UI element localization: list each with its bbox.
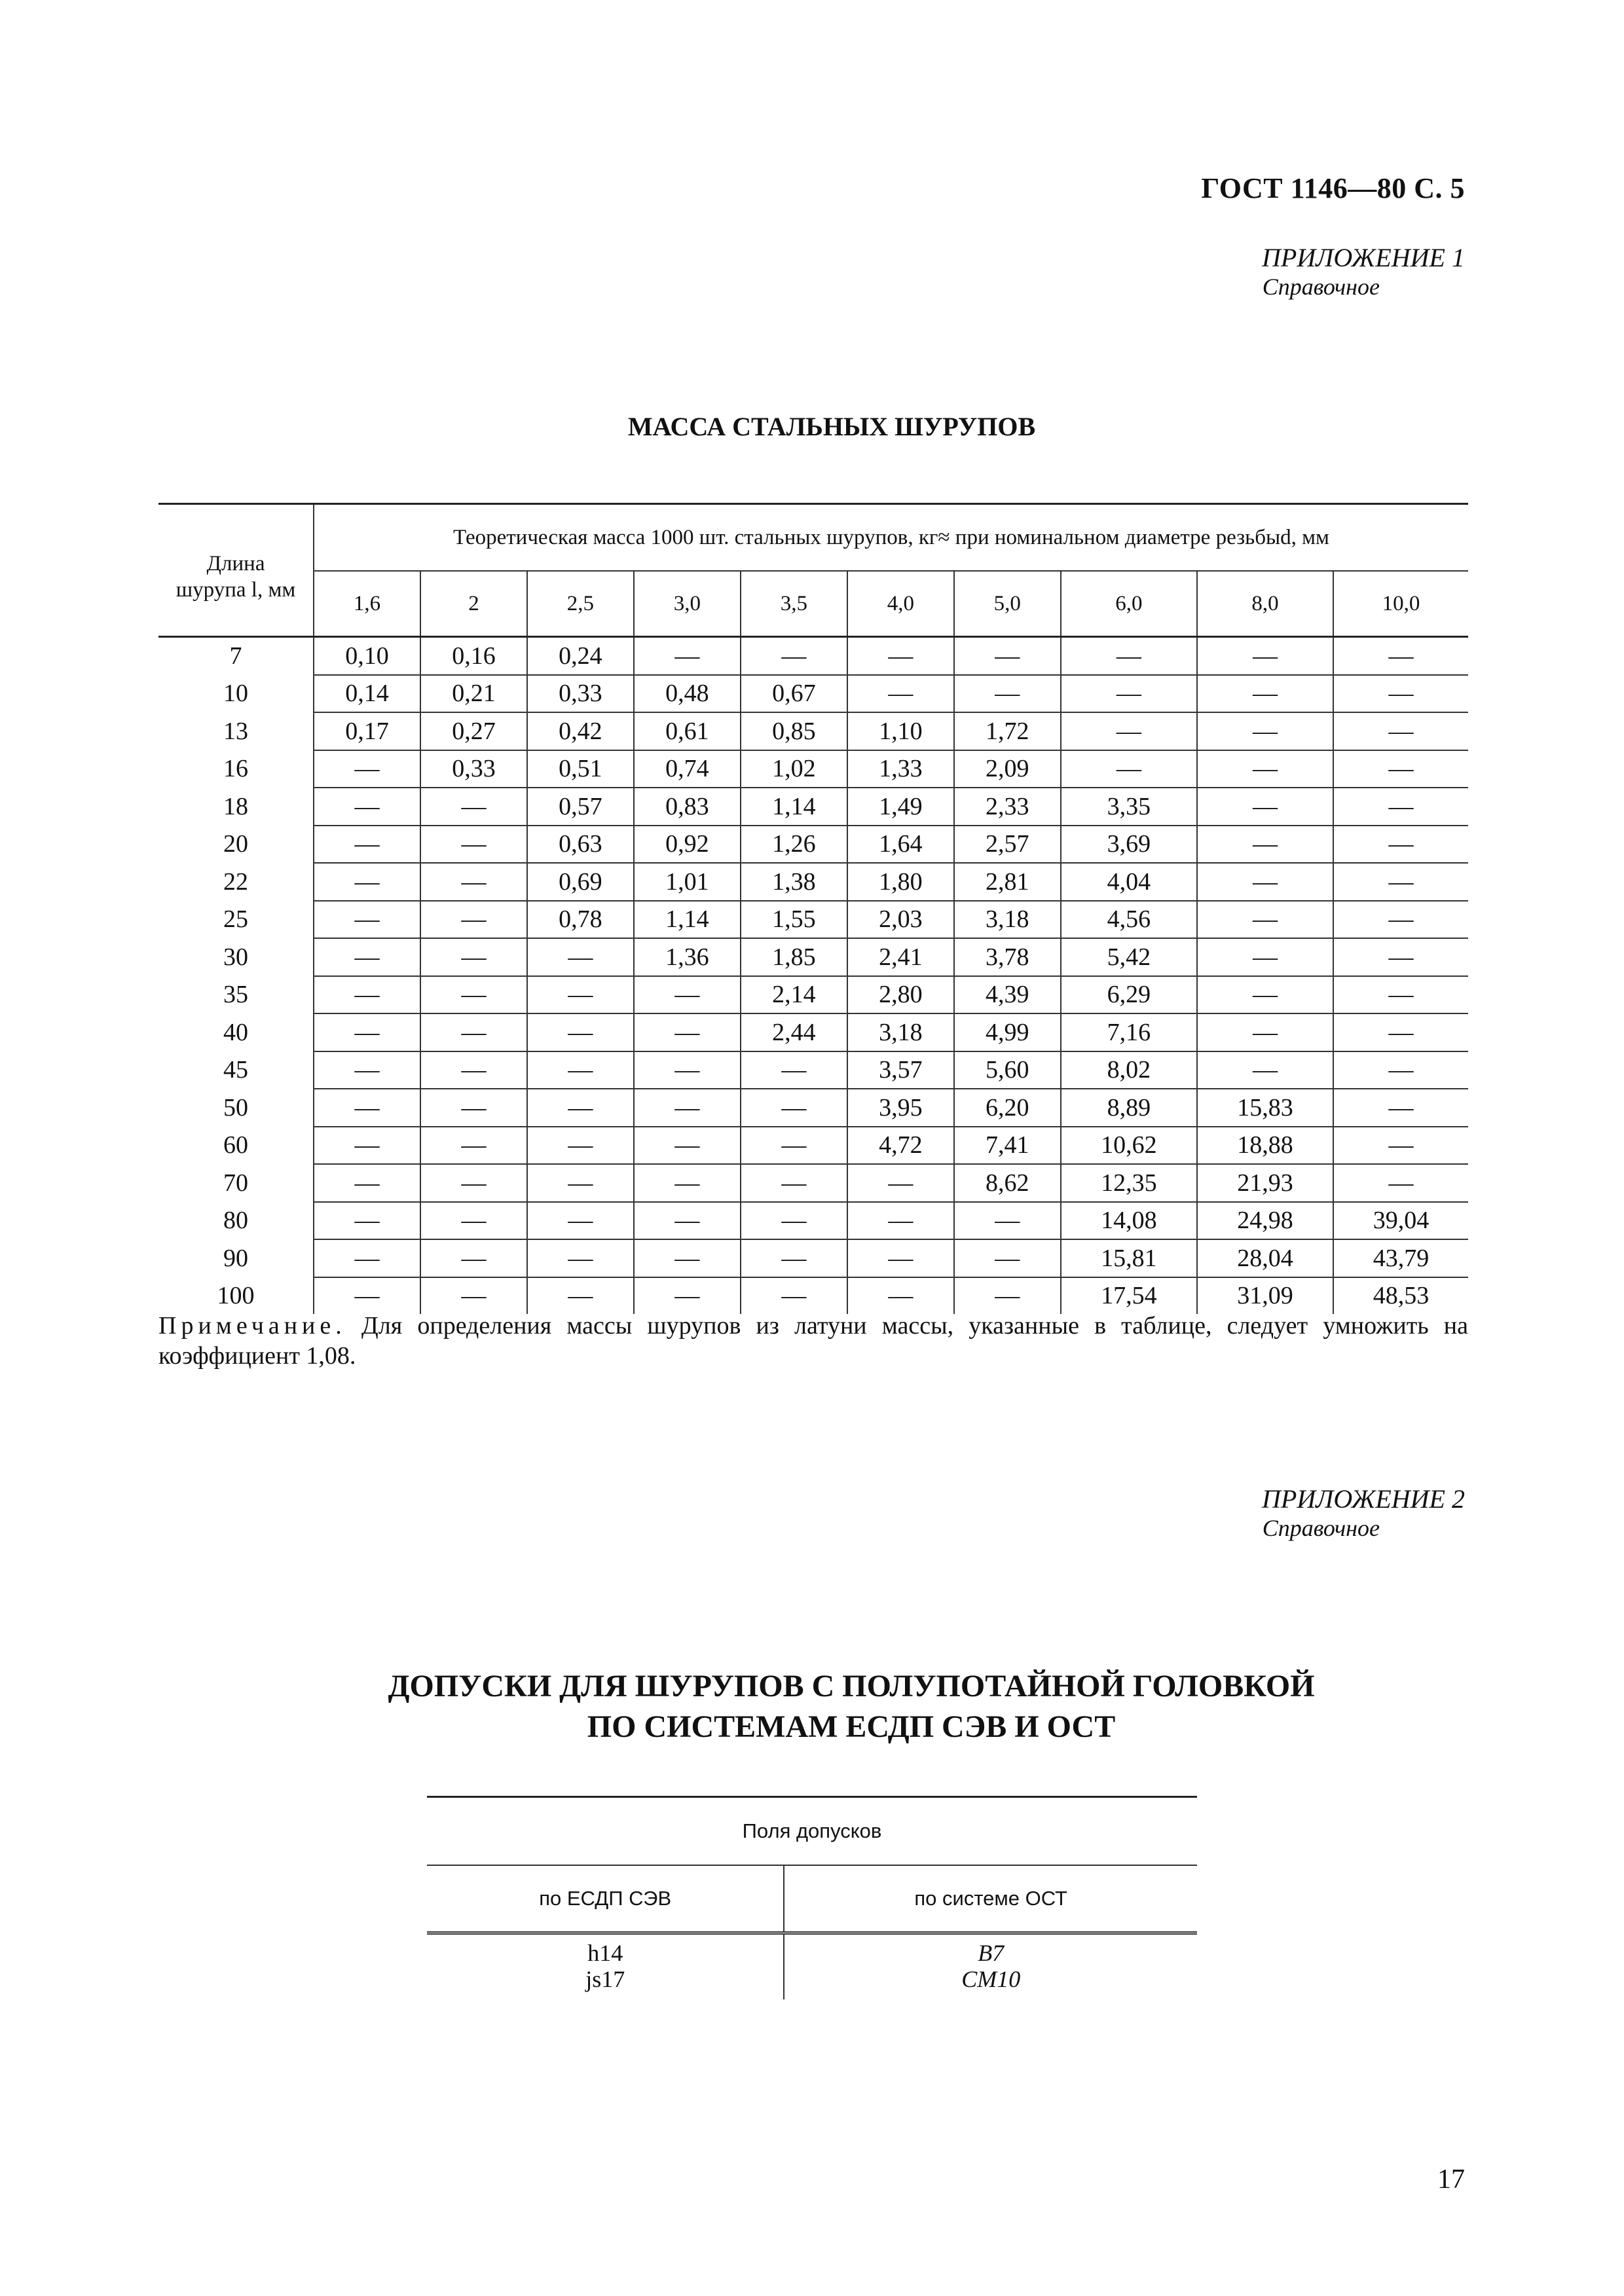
length-cell: 40 bbox=[158, 1013, 314, 1051]
length-cell: 7 bbox=[158, 637, 314, 675]
tolerance-title-line1: ДОПУСКИ ДЛЯ ШУРУПОВ С ПОЛУПОТАЙНОЙ ГОЛОВКОЙ bbox=[388, 1669, 1315, 1704]
appendix-2-title: ПРИЛОЖЕНИЕ 2 bbox=[1262, 1484, 1465, 1514]
mass-cell: 0,92 bbox=[634, 826, 741, 864]
mass-cell: — bbox=[1197, 938, 1333, 976]
mass-cell: 6,29 bbox=[1061, 976, 1197, 1014]
document-header: ГОСТ 1146—80 С. 5 bbox=[1201, 172, 1465, 204]
mass-cell: — bbox=[741, 1202, 847, 1240]
length-cell: 30 bbox=[158, 938, 314, 976]
mass-cell: 1,14 bbox=[741, 788, 847, 826]
mass-cell: — bbox=[1333, 712, 1468, 750]
length-cell: 16 bbox=[158, 750, 314, 788]
mass-cell: — bbox=[741, 637, 847, 675]
mass-cell: — bbox=[314, 1202, 420, 1240]
mass-cell: 0,24 bbox=[527, 637, 634, 675]
tolerance-value: h14 bbox=[587, 1940, 623, 1966]
mass-cell: 3,57 bbox=[847, 1051, 954, 1089]
mass-cell: 1,64 bbox=[847, 826, 954, 864]
mass-cell: 3,18 bbox=[954, 901, 1061, 939]
mass-cell: — bbox=[634, 976, 741, 1014]
mass-cell: — bbox=[314, 826, 420, 864]
table-row bbox=[158, 637, 1468, 675]
mass-cell: 5,60 bbox=[954, 1051, 1061, 1089]
mass-cell: — bbox=[954, 1239, 1061, 1277]
mass-cell: — bbox=[314, 788, 420, 826]
mass-cell: — bbox=[527, 1239, 634, 1277]
length-cell: 10 bbox=[158, 675, 314, 713]
mass-cell: 3,69 bbox=[1061, 826, 1197, 864]
mass-cell: 2,80 bbox=[847, 976, 954, 1014]
mass-cell: 28,04 bbox=[1197, 1239, 1333, 1277]
mass-cell: — bbox=[847, 675, 954, 713]
tolerance-value: js17 bbox=[585, 1966, 625, 1992]
col-ost-header: по системе ОСТ bbox=[784, 1865, 1197, 1933]
length-cell: 20 bbox=[158, 826, 314, 864]
mass-cell: 2,57 bbox=[954, 826, 1061, 864]
length-cell: 80 bbox=[158, 1202, 314, 1240]
appendix-1-type: Справочное bbox=[1262, 274, 1380, 300]
mass-cell: 2,44 bbox=[741, 1013, 847, 1051]
mass-cell: 0,17 bbox=[314, 712, 420, 750]
mass-cell: 0,42 bbox=[527, 712, 634, 750]
mass-cell: — bbox=[420, 901, 527, 939]
mass-cell: 8,89 bbox=[1061, 1089, 1197, 1127]
col-esdp-header: по ЕСДП СЭВ bbox=[427, 1865, 784, 1933]
mass-cell: — bbox=[314, 976, 420, 1014]
mass-cell: 0,57 bbox=[527, 788, 634, 826]
table-row bbox=[158, 788, 1468, 826]
mass-cell: 1,38 bbox=[741, 863, 847, 901]
length-cell: 18 bbox=[158, 788, 314, 826]
mass-cell: 7,16 bbox=[1061, 1013, 1197, 1051]
diameter-header-cell: 1,6 bbox=[314, 571, 420, 637]
mass-cell: — bbox=[314, 1089, 420, 1127]
mass-cell: — bbox=[1333, 675, 1468, 713]
mass-cell: 0,51 bbox=[527, 750, 634, 788]
length-cell: 100 bbox=[158, 1277, 314, 1315]
mass-cell: 0,14 bbox=[314, 675, 420, 713]
mass-cell: — bbox=[1197, 1051, 1333, 1089]
appendix-1-title: ПРИЛОЖЕНИЕ 1 bbox=[1262, 243, 1465, 272]
table-row bbox=[158, 863, 1468, 901]
tolerance-value: B7 bbox=[978, 1940, 1005, 1966]
page-number: 17 bbox=[1437, 2164, 1465, 2195]
mass-cell: 1,36 bbox=[634, 938, 741, 976]
mass-cell: 1,33 bbox=[847, 750, 954, 788]
mass-cell: 2,03 bbox=[847, 901, 954, 939]
tolerance-value: CM10 bbox=[961, 1966, 1021, 1992]
mass-cell: — bbox=[847, 637, 954, 675]
mass-cell: — bbox=[1197, 637, 1333, 675]
length-cell: 22 bbox=[158, 863, 314, 901]
table-row bbox=[158, 750, 1468, 788]
mass-cell: 0,78 bbox=[527, 901, 634, 939]
mass-cell: — bbox=[1197, 863, 1333, 901]
mass-cell: — bbox=[1061, 712, 1197, 750]
length-cell: 60 bbox=[158, 1127, 314, 1165]
mass-cell: — bbox=[420, 1239, 527, 1277]
table-row bbox=[158, 1051, 1468, 1089]
diameter-header-cell: 2 bbox=[420, 571, 527, 637]
mass-cell: — bbox=[1197, 1013, 1333, 1051]
mass-cell: — bbox=[1197, 712, 1333, 750]
mass-cell: 2,14 bbox=[741, 976, 847, 1014]
length-header-line2: шурупа l, мм bbox=[175, 578, 296, 602]
diameter-header-cell: 10,0 bbox=[1333, 571, 1468, 637]
mass-cell: 15,81 bbox=[1061, 1239, 1197, 1277]
mass-cell: 0,69 bbox=[527, 863, 634, 901]
mass-cell: — bbox=[847, 1239, 954, 1277]
mass-cell: 3,35 bbox=[1061, 788, 1197, 826]
mass-cell: — bbox=[314, 1127, 420, 1165]
mass-cell: 10,62 bbox=[1061, 1127, 1197, 1165]
mass-cell: 0,33 bbox=[527, 675, 634, 713]
mass-cell: 1,80 bbox=[847, 863, 954, 901]
length-column-header bbox=[158, 504, 314, 637]
tolerance-title bbox=[0, 1666, 1624, 1747]
mass-cell: 4,04 bbox=[1061, 863, 1197, 901]
mass-cell: — bbox=[420, 976, 527, 1014]
mass-cell: — bbox=[420, 1164, 527, 1202]
mass-cell: 18,88 bbox=[1197, 1127, 1333, 1165]
mass-cell: — bbox=[527, 1202, 634, 1240]
mass-cell: 0,85 bbox=[741, 712, 847, 750]
mass-cell: 24,98 bbox=[1197, 1202, 1333, 1240]
mass-cell: — bbox=[527, 938, 634, 976]
mass-cell: — bbox=[1197, 750, 1333, 788]
mass-cell: — bbox=[314, 1277, 420, 1315]
mass-cell: — bbox=[420, 1127, 527, 1165]
mass-cell: — bbox=[741, 1277, 847, 1315]
mass-cell: — bbox=[314, 750, 420, 788]
mass-cell: — bbox=[1197, 901, 1333, 939]
table-row bbox=[158, 1202, 1468, 1240]
diameter-header-cell: 3,5 bbox=[741, 571, 847, 637]
mass-cell: — bbox=[1197, 826, 1333, 864]
mass-cell: — bbox=[954, 637, 1061, 675]
mass-table-title: МАССА СТАЛЬНЫХ ШУРУПОВ bbox=[627, 412, 1036, 441]
length-cell: 70 bbox=[158, 1164, 314, 1202]
mass-cell: 8,62 bbox=[954, 1164, 1061, 1202]
mass-cell: 0,63 bbox=[527, 826, 634, 864]
mass-cell: 7,41 bbox=[954, 1127, 1061, 1165]
mass-cell: — bbox=[420, 1051, 527, 1089]
mass-cell: 0,16 bbox=[420, 637, 527, 675]
table-row bbox=[158, 976, 1468, 1014]
note-text: Для определения массы шурупов из латуни массы, указанные в таблице, следует умножить на коэффициент 1,08. bbox=[158, 1312, 1468, 1370]
mass-cell: 3,18 bbox=[847, 1013, 954, 1051]
appendix-2-type: Справочное bbox=[1262, 1515, 1380, 1541]
mass-span-header: Теоретическая масса 1000 шт. стальных шурупов, кг≈ при номинальном диаметре резьбыd, мм bbox=[314, 504, 1468, 572]
table-row bbox=[158, 1089, 1468, 1127]
mass-cell: — bbox=[634, 1164, 741, 1202]
mass-cell: — bbox=[634, 1277, 741, 1315]
mass-cell: 43,79 bbox=[1333, 1239, 1468, 1277]
mass-cell: 0,74 bbox=[634, 750, 741, 788]
mass-cell: — bbox=[1333, 1089, 1468, 1127]
mass-cell: — bbox=[634, 637, 741, 675]
mass-cell: 1,14 bbox=[634, 901, 741, 939]
mass-cell: — bbox=[1197, 976, 1333, 1014]
diameter-header-cell: 6,0 bbox=[1061, 571, 1197, 637]
mass-cell: 0,27 bbox=[420, 712, 527, 750]
mass-cell: — bbox=[1333, 976, 1468, 1014]
appendix-2-label bbox=[1262, 1485, 1465, 1542]
mass-cell: — bbox=[527, 1013, 634, 1051]
mass-cell: — bbox=[527, 976, 634, 1014]
mass-cell: 0,67 bbox=[741, 675, 847, 713]
mass-cell: — bbox=[314, 1051, 420, 1089]
mass-table-body bbox=[158, 637, 1468, 1315]
mass-cell: — bbox=[314, 938, 420, 976]
mass-cell: 1,55 bbox=[741, 901, 847, 939]
mass-cell: 0,83 bbox=[634, 788, 741, 826]
mass-cell: — bbox=[1333, 637, 1468, 675]
mass-cell: — bbox=[1333, 1013, 1468, 1051]
length-cell: 45 bbox=[158, 1051, 314, 1089]
mass-cell: — bbox=[741, 1127, 847, 1165]
tolerance-header: Поля допусков bbox=[427, 1797, 1197, 1866]
mass-cell: — bbox=[420, 938, 527, 976]
mass-cell: 12,35 bbox=[1061, 1164, 1197, 1202]
mass-cell: 21,93 bbox=[1197, 1164, 1333, 1202]
mass-cell: 2,33 bbox=[954, 788, 1061, 826]
mass-cell: — bbox=[847, 1202, 954, 1240]
mass-cell: — bbox=[314, 1239, 420, 1277]
mass-cell: 1,72 bbox=[954, 712, 1061, 750]
diameter-header-cell: 5,0 bbox=[954, 571, 1061, 637]
mass-cell: 3,95 bbox=[847, 1089, 954, 1127]
mass-cell: — bbox=[847, 1277, 954, 1315]
tolerance-table bbox=[427, 1796, 1197, 1999]
mass-cell: — bbox=[741, 1239, 847, 1277]
mass-cell: — bbox=[1333, 1051, 1468, 1089]
mass-cell: — bbox=[420, 1089, 527, 1127]
table-row bbox=[158, 938, 1468, 976]
mass-cell: — bbox=[634, 1089, 741, 1127]
mass-cell: 1,49 bbox=[847, 788, 954, 826]
mass-cell: — bbox=[954, 675, 1061, 713]
diameter-header-cell: 3,0 bbox=[634, 571, 741, 637]
mass-cell: — bbox=[527, 1127, 634, 1165]
mass-cell: — bbox=[1333, 1164, 1468, 1202]
diameter-header-row bbox=[158, 571, 1468, 637]
mass-cell: 31,09 bbox=[1197, 1277, 1333, 1315]
mass-cell: — bbox=[420, 1013, 527, 1051]
mass-cell: — bbox=[847, 1164, 954, 1202]
mass-cell: 4,99 bbox=[954, 1013, 1061, 1051]
length-header-line1: Длина bbox=[206, 552, 265, 575]
table-row bbox=[158, 1127, 1468, 1165]
ost-values bbox=[784, 1933, 1197, 2000]
mass-cell: — bbox=[1333, 863, 1468, 901]
mass-cell: — bbox=[634, 1051, 741, 1089]
mass-cell: 8,02 bbox=[1061, 1051, 1197, 1089]
table-row bbox=[158, 712, 1468, 750]
table-row bbox=[158, 901, 1468, 939]
mass-cell: 14,08 bbox=[1061, 1202, 1197, 1240]
mass-cell: 0,48 bbox=[634, 675, 741, 713]
diameter-header-cell: 2,5 bbox=[527, 571, 634, 637]
mass-cell: — bbox=[1333, 901, 1468, 939]
mass-cell: — bbox=[420, 1202, 527, 1240]
mass-cell: — bbox=[420, 826, 527, 864]
mass-cell: — bbox=[954, 1277, 1061, 1315]
table-row bbox=[158, 1239, 1468, 1277]
mass-cell: — bbox=[741, 1051, 847, 1089]
diameter-header-cell: 4,0 bbox=[847, 571, 954, 637]
mass-cell: — bbox=[1061, 750, 1197, 788]
mass-cell: — bbox=[527, 1277, 634, 1315]
mass-cell: 4,72 bbox=[847, 1127, 954, 1165]
mass-cell: 5,42 bbox=[1061, 938, 1197, 976]
mass-cell: — bbox=[1333, 826, 1468, 864]
table-row bbox=[158, 1013, 1468, 1051]
mass-cell: 4,39 bbox=[954, 976, 1061, 1014]
mass-cell: 0,21 bbox=[420, 675, 527, 713]
mass-cell: 1,85 bbox=[741, 938, 847, 976]
esdp-values bbox=[427, 1933, 784, 2000]
mass-cell: 4,56 bbox=[1061, 901, 1197, 939]
mass-cell: — bbox=[314, 1013, 420, 1051]
mass-cell: — bbox=[634, 1202, 741, 1240]
table-row bbox=[158, 675, 1468, 713]
mass-cell: 1,26 bbox=[741, 826, 847, 864]
mass-cell: — bbox=[314, 901, 420, 939]
mass-cell: — bbox=[1197, 788, 1333, 826]
mass-cell: — bbox=[314, 1164, 420, 1202]
mass-cell: 1,10 bbox=[847, 712, 954, 750]
mass-note bbox=[158, 1311, 1468, 1371]
mass-cell: — bbox=[527, 1164, 634, 1202]
mass-cell: — bbox=[527, 1051, 634, 1089]
mass-cell: 3,78 bbox=[954, 938, 1061, 976]
mass-cell: — bbox=[1061, 675, 1197, 713]
table-row bbox=[158, 1164, 1468, 1202]
mass-cell: — bbox=[1197, 675, 1333, 713]
mass-cell: — bbox=[420, 788, 527, 826]
mass-cell: 15,83 bbox=[1197, 1089, 1333, 1127]
length-cell: 50 bbox=[158, 1089, 314, 1127]
mass-table bbox=[158, 503, 1468, 1314]
note-label: Примечание. bbox=[158, 1312, 346, 1339]
mass-cell: — bbox=[1333, 788, 1468, 826]
mass-cell: — bbox=[420, 1277, 527, 1315]
mass-cell: 6,20 bbox=[954, 1089, 1061, 1127]
length-cell: 35 bbox=[158, 976, 314, 1014]
mass-cell: 17,54 bbox=[1061, 1277, 1197, 1315]
length-cell: 90 bbox=[158, 1239, 314, 1277]
mass-cell: — bbox=[741, 1164, 847, 1202]
mass-cell: — bbox=[527, 1089, 634, 1127]
mass-cell: — bbox=[1333, 938, 1468, 976]
mass-cell: 0,10 bbox=[314, 637, 420, 675]
mass-cell: 2,09 bbox=[954, 750, 1061, 788]
mass-cell: 48,53 bbox=[1373, 1282, 1430, 1310]
mass-cell: — bbox=[1333, 1127, 1468, 1165]
mass-cell: — bbox=[634, 1127, 741, 1165]
mass-cell: 0,33 bbox=[420, 750, 527, 788]
mass-cell: — bbox=[1333, 750, 1468, 788]
appendix-1-label bbox=[1262, 244, 1465, 301]
mass-cell: — bbox=[634, 1013, 741, 1051]
mass-cell: — bbox=[1061, 637, 1197, 675]
mass-cell: 1,01 bbox=[634, 863, 741, 901]
mass-cell: — bbox=[314, 863, 420, 901]
mass-cell: 0,61 bbox=[634, 712, 741, 750]
table-row bbox=[158, 1277, 1468, 1315]
mass-cell: — bbox=[954, 1202, 1061, 1240]
table-row bbox=[158, 826, 1468, 864]
length-cell: 13 bbox=[158, 712, 314, 750]
length-cell: 25 bbox=[158, 901, 314, 939]
mass-cell: 39,04 bbox=[1333, 1202, 1468, 1240]
mass-cell: — bbox=[634, 1239, 741, 1277]
mass-cell: 2,41 bbox=[847, 938, 954, 976]
tolerance-title-line2: ПО СИСТЕМАМ ЕСДП СЭВ И ОСТ bbox=[587, 1709, 1116, 1744]
diameter-header-cell: 8,0 bbox=[1197, 571, 1333, 637]
mass-cell: — bbox=[741, 1089, 847, 1127]
mass-cell: 2,81 bbox=[954, 863, 1061, 901]
mass-cell: 1,02 bbox=[741, 750, 847, 788]
mass-cell: — bbox=[420, 863, 527, 901]
